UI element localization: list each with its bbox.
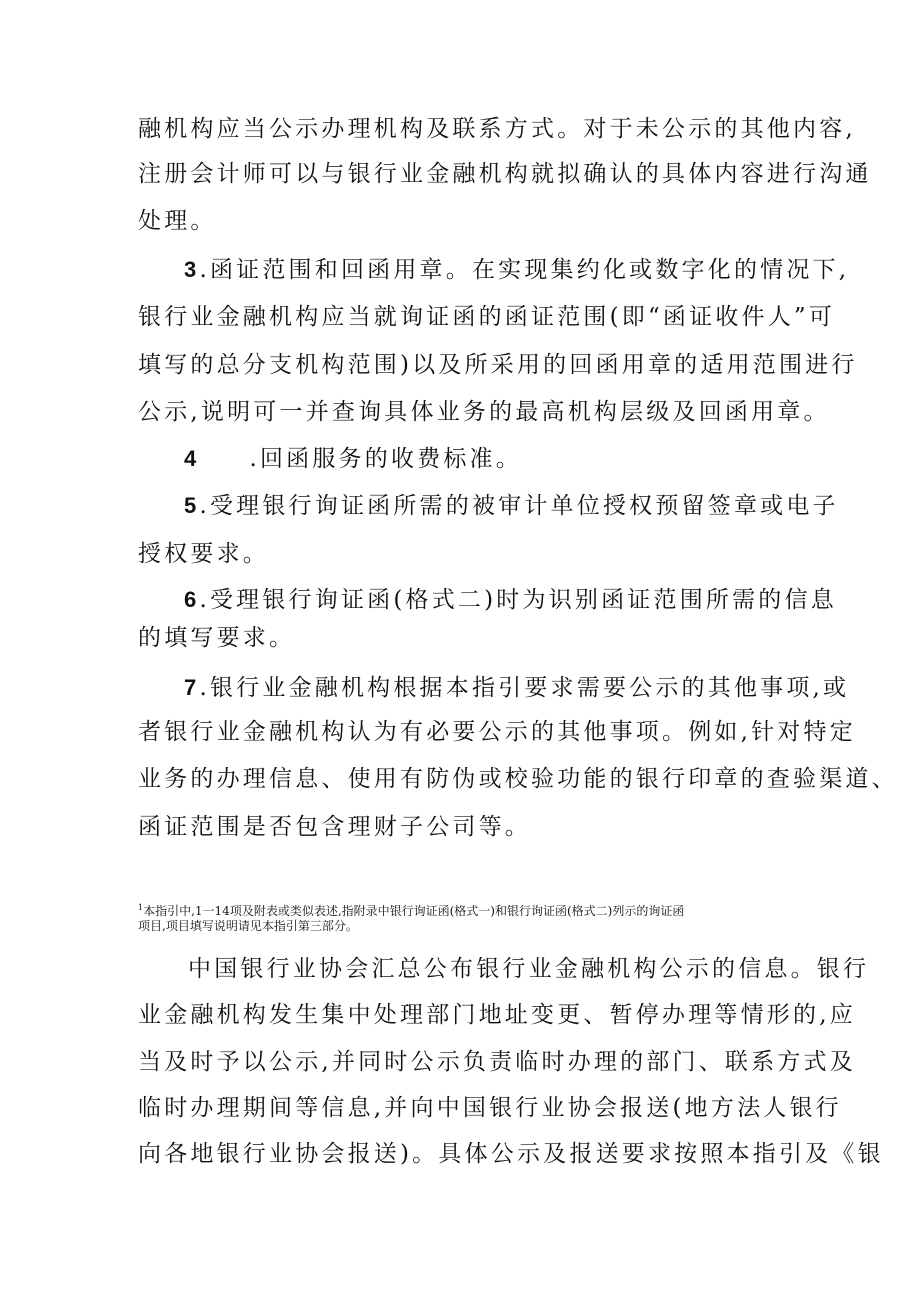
list-item-6 (184, 585, 844, 615)
item-number: 4 (184, 446, 200, 471)
paragraph-line: 业务的办理信息、使用有防伪或校验功能的银行印章的查验渠道、 (138, 766, 898, 792)
item-text: .回函服务的收费标准。 (249, 446, 522, 472)
paragraph-line: 函证范围是否包含理财子公司等。 (138, 814, 531, 840)
item-number: 5 (184, 493, 200, 518)
paragraph-line: 授权要求。 (138, 541, 269, 567)
footnote-text: 本指引中,1一14项及附表或类似表述,指附录中银行询证函(格式一)和银行询证函(格式二)列示的询证函 (143, 904, 685, 918)
item-text: .银行业金融机构根据本指引要求需要公示的其他事项,或 (199, 675, 850, 701)
paragraph-line: 注册会计师可以与银行业金融机构就拟确认的具体内容进行沟通 (138, 161, 872, 187)
item-number: 3 (184, 257, 200, 282)
paragraph-line: 者银行业金融机构认为有必要公示的其他事项。例如,针对特定 (138, 719, 856, 745)
footnote-line: 项目,项目填写说明请见本指引第三部分。 (138, 919, 358, 933)
paragraph-line: 银行业金融机构应当就询证函的函证范围(即“函证收件人”可 (138, 304, 836, 330)
paragraph-line: 当及时予以公示,并同时公示负责临时办理的部门、联系方式及 (138, 1049, 856, 1075)
paragraph-line: 填写的总分支机构范围)以及所采用的回函用章的适用范围进行 (138, 352, 858, 378)
paragraph-line: 处理。 (138, 208, 217, 234)
paragraph-line: 业金融机构发生集中处理部门地址变更、暂停办理等情形的,应 (138, 1002, 856, 1028)
paragraph-line: 临时办理期间等信息,并向中国银行业协会报送(地方法人银行 (138, 1095, 842, 1121)
paragraph-line: 融机构应当公示办理机构及联系方式。对于未公示的其他内容, (138, 116, 856, 142)
list-item-4 (184, 444, 844, 474)
footnote-marker: 1 (138, 903, 144, 912)
item-number: 7 (184, 675, 200, 700)
item-text: .受理银行询证函(格式二)时为识别函证范围所需的信息 (199, 587, 837, 613)
item-text: .受理银行询证函所需的被审计单位授权预留签章或电子 (199, 493, 839, 519)
list-item-5 (184, 491, 844, 521)
item-number: 6 (184, 587, 200, 612)
paragraph-line: 公示,说明可一并查询具体业务的最高机构层级及回函用章。 (138, 399, 830, 425)
paragraph-line: 中国银行业协会汇总公布银行业金融机构公示的信息。银行 (188, 956, 870, 982)
list-item-3 (184, 255, 850, 285)
item-text: .函证范围和回函用章。在实现集约化或数字化的情况下, (199, 257, 850, 283)
list-item-7 (184, 673, 850, 703)
paragraph-line: 的填写要求。 (138, 625, 296, 651)
paragraph-line: 向各地银行业协会报送)。具体公示及报送要求按照本指引及《银 (138, 1141, 884, 1167)
